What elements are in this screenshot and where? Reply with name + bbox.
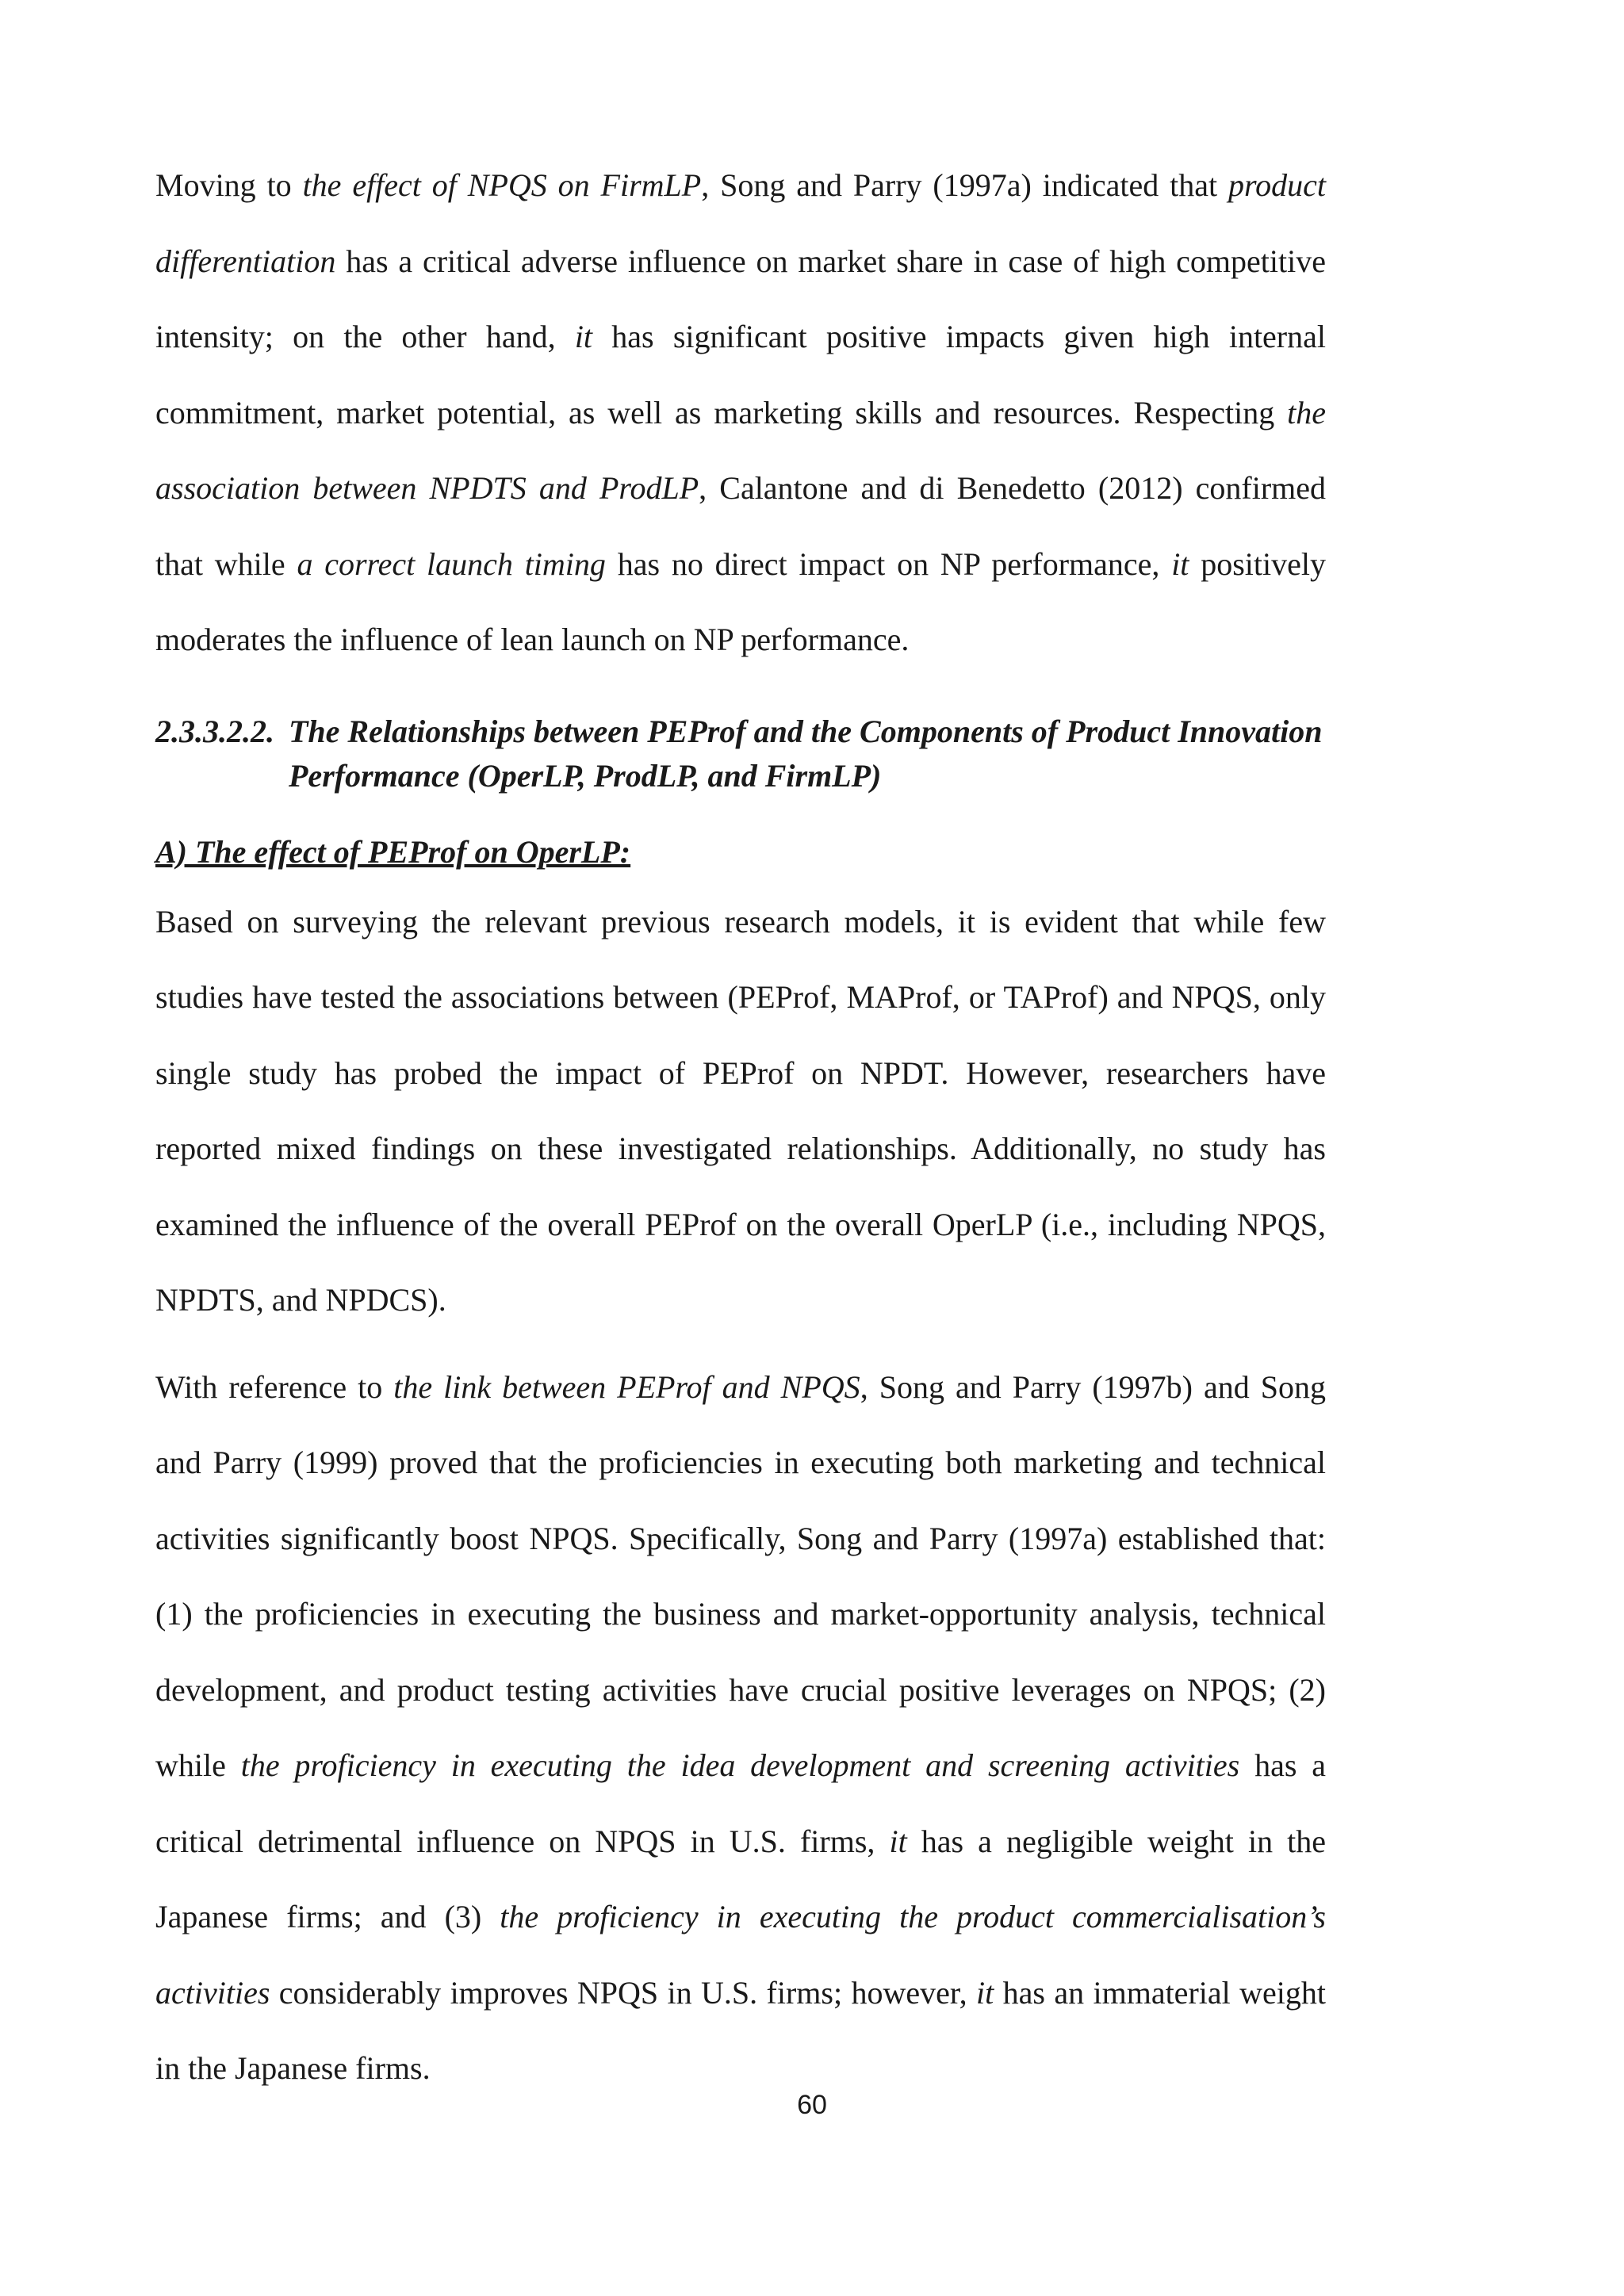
text-run: has a critical adverse influence on market share in case of high competitive intensity; on the other hand,: [155, 243, 1326, 354]
italic-run: it: [889, 1823, 907, 1859]
italic-run: it: [574, 319, 593, 354]
text-run: Moving to: [155, 167, 303, 203]
italic-run: the proficiency in executing the idea development and screening activities: [240, 1747, 1240, 1783]
italic-run: product differentiation: [155, 167, 1326, 279]
text-run: considerably improves NPQS in U.S. firms; however,: [270, 1974, 976, 2011]
text-run: has significant positive impacts given high internal commitment, market potential, as well as marketing skills and resources. Respecting: [155, 319, 1326, 430]
italic-run: the effect of NPQS on FirmLP: [302, 167, 702, 203]
paragraph-peprof-npqs: [155, 1349, 1326, 2107]
italic-run: it: [1171, 545, 1189, 582]
subsection-heading: A) The effect of PEProf on OperLP:: [155, 833, 631, 870]
text-run: has no direct impact on NP performance,: [605, 545, 1172, 582]
text-run: positively moderates the influence of lean launch on NP performance.: [155, 545, 1326, 657]
paragraph-peprof-operlp: Based on surveying the relevant previous research models, it is evident that while few studies have tested the associations between (PEProf, MAProf, or TAProf) and NPQS, only single study has probed the impact of PEProf on NPDT. However, researchers have reported mixed findings on these investigated relationships. Additionally, no study has examined the influence of the overall PEProf on the overall OperLP (i.e., including NPQS, NPDTS, and NPDCS).: [155, 903, 1326, 1318]
italic-run: the link between PEProf and NPQS: [393, 1368, 860, 1405]
section-heading: [155, 710, 1326, 798]
document-page: [155, 147, 1326, 2107]
italic-run: the association between NPDTS and ProdLP: [155, 394, 1326, 506]
text-run: , Song and Parry (1997b) and Song and Parry (1999) proved that the proficiencies in executing both marketing and technical activities significantly boost NPQS. Specifically, Song and Parry (1997a) established that: (1) the proficiencies in executing the business and market-opportunity analysis, technical development, and product testing activities have crucial positive leverages on NPQS; (2) while: [155, 1368, 1327, 1783]
paragraph-npqs-firmlp: [155, 147, 1326, 678]
page-number: 60: [797, 2090, 827, 2120]
text-run: With reference to: [155, 1368, 394, 1405]
text-run: has a critical detrimental influence on NPQS in U.S. firms,: [155, 1747, 1326, 1859]
section-title: The Relationships between PEProf and the Components of Product Innovation Performance (OperLP, ProdLP, and FirmLP): [289, 713, 1323, 794]
section-number: 2.3.3.2.2.: [155, 713, 274, 749]
text-run: , Song and Parry (1997a) indicated that: [701, 167, 1229, 203]
text-run: has an immaterial weight in the Japanese firms.: [155, 1974, 1326, 2086]
italic-run: it: [975, 1974, 994, 2011]
text-run: has a negligible weight in the Japanese firms; and (3): [155, 1823, 1327, 1934]
text-run: , Calantone and di Benedetto (2012) confirmed that while: [155, 470, 1327, 582]
italic-run: the proficiency in executing the product commercialisation’s activities: [155, 1899, 1326, 2011]
italic-run: a correct launch timing: [297, 545, 606, 582]
